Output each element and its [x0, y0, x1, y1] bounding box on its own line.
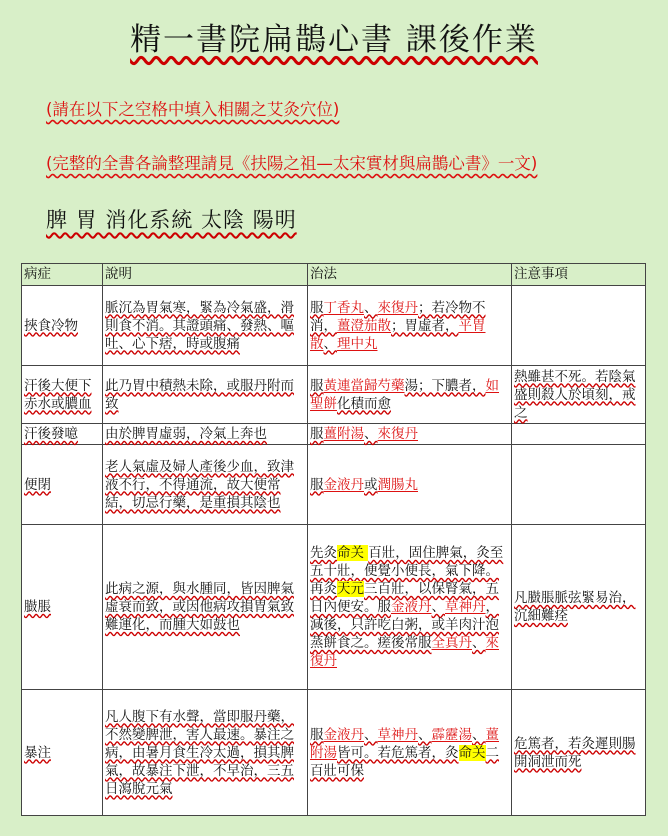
explanation-cell: 脈沉為胃氣寒，緊為冷氣盛，滑則食不消。其證頭痛、發熱、嘔吐、心下痞，時或腹痛	[103, 286, 308, 366]
section-heading: 脾 胃 消化系統 太陰 陽明	[46, 208, 297, 232]
treatment-text: ；若冷物不消，	[310, 299, 486, 334]
disease-cell: 暴注	[22, 690, 103, 816]
caution-cell: 凡臌脹脈弦緊易治，沉細難痊	[512, 525, 646, 690]
formula-name: 丁香丸	[323, 299, 364, 316]
formula-name: 平胃散	[310, 317, 486, 352]
formula-name: 霹靂湯	[431, 726, 472, 743]
disease-cell: 汗後大便下赤水或膿血	[22, 366, 103, 424]
treatment-text: 、	[364, 299, 378, 316]
treatment-text: 服	[310, 726, 324, 743]
treatment-text: 皆可。若危篤者，灸	[337, 744, 459, 761]
table-row	[22, 286, 646, 366]
table-row	[22, 424, 646, 445]
treatment-cell	[308, 366, 512, 424]
acupoint-name: 天元	[337, 581, 364, 597]
disease-cell: 臌脹	[22, 525, 103, 690]
table-row	[22, 690, 646, 816]
treatment-text: 先灸	[310, 545, 337, 561]
treatment-text: 服	[310, 299, 324, 316]
caution-cell: 熱雖甚不死。若陰氣盛則殺人於頃刻，戒之	[512, 366, 646, 424]
treatment-text: 服	[310, 476, 324, 493]
treatment-text: 湯；下膿者，	[404, 377, 486, 394]
treatment-text: 二百壯可保	[310, 744, 499, 779]
reference-note: (完整的全書各論整理請見《扶陽之祖—太宋實材與扁鵲心書》一文)	[46, 154, 538, 173]
formula-name: 金液丹	[391, 599, 432, 615]
treatment-cell	[308, 445, 512, 525]
treatment-text: 、	[323, 335, 337, 352]
explanation-cell: 凡人腹下有水聲，當即服丹藥，不然變脾泄，害人最速。暴注之病，由暑月食生冷太過，損其脾氣，故暴注下泄，不早治，三五日瀉脫元氣	[103, 690, 308, 816]
formula-name: 金液丹	[323, 726, 364, 743]
table-row	[22, 366, 646, 424]
treatment-text: 、	[418, 726, 432, 743]
table-row	[22, 525, 646, 690]
formula-name: 薑附湯	[323, 426, 364, 442]
explanation-cell: 老人氣虛及婦人產後少血，致津液不行，不得通流，故大便常結，切忌行藥，是重損其陰也	[103, 445, 308, 525]
formula-name: 來復丹	[310, 635, 499, 669]
formula-name: 來復丹	[377, 299, 418, 316]
formula-name: 潤腸丸	[377, 476, 418, 493]
caution-cell	[512, 424, 646, 445]
formula-name: 草神丹	[377, 726, 418, 743]
treatment-text: 化積而愈	[337, 395, 391, 412]
formula-name: 草神丹	[445, 599, 486, 615]
explanation-cell: 由於脾胃虛弱，冷氣上奔也	[103, 424, 308, 445]
formula-name: 薑附湯	[310, 726, 499, 761]
table-row	[22, 445, 646, 525]
treatment-cell	[308, 424, 512, 445]
treatment-text: 或	[364, 476, 378, 493]
header-explanation: 說明	[103, 264, 308, 286]
treatment-text: ；胃虛者，	[391, 317, 459, 334]
acupoint-name: 命关	[458, 744, 486, 761]
treatment-text: 服	[310, 426, 324, 442]
explanation-cell: 此乃胃中積熱未除，或服丹附而致	[103, 366, 308, 424]
header-disease: 病症	[22, 264, 103, 286]
formula-name: 全真丹	[431, 635, 472, 651]
caution-cell	[512, 445, 646, 525]
treatment-text: 、	[364, 726, 378, 743]
treatment-cell	[308, 690, 512, 816]
treatment-cell	[308, 286, 512, 366]
disease-cell: 挾食冷物	[22, 286, 103, 366]
treatment-text: ，減後，只許吃白粥，或羊肉汁泡蒸餅食之。瘥後常服	[310, 599, 499, 651]
header-treatment: 治法	[308, 264, 512, 286]
formula-name: 來復丹	[377, 426, 418, 442]
formula-name: 金液丹	[323, 476, 364, 493]
treatment-text: 、	[472, 635, 486, 651]
treatment-text: 、	[431, 599, 445, 615]
treatment-text: 、	[364, 426, 378, 442]
caution-cell	[512, 286, 646, 366]
acupoint-name: 命关	[337, 545, 369, 561]
treatment-text: 服	[310, 377, 324, 394]
caution-cell: 危篤者，若灸遲則腸開洞泄而死	[512, 690, 646, 816]
formula-name: 理中丸	[337, 335, 378, 352]
formula-name: 薑澄茄散	[337, 317, 391, 334]
header-cautions: 注意事項	[512, 264, 646, 286]
treatment-text: 、	[472, 726, 486, 743]
treatment-text: 百壯，固住脾氣，灸至五十壯，便覺小便長，氣下降。再灸	[310, 545, 504, 597]
page-title: 精一書院扁鵲心書 課後作業	[130, 22, 538, 58]
treatment-text: 三百壯，以保腎氣，五日內便安。服	[310, 581, 499, 615]
disease-cell: 汗後發噫	[22, 424, 103, 445]
treatment-cell	[308, 525, 512, 690]
formula-name: 黃連當歸芍藥	[323, 377, 405, 394]
disease-cell: 便閉	[22, 445, 103, 525]
homework-table	[21, 263, 646, 816]
instruction-note: (請在以下之空格中填入相關之艾灸穴位)	[46, 100, 340, 119]
table-header-row	[22, 264, 646, 286]
explanation-cell: 此病之源，與水腫同，皆因脾氣虛衰而致，或因他病攻損胃氣致難運化，而腫大如鼓也	[103, 525, 308, 690]
formula-name: 如聖餅	[310, 377, 499, 412]
